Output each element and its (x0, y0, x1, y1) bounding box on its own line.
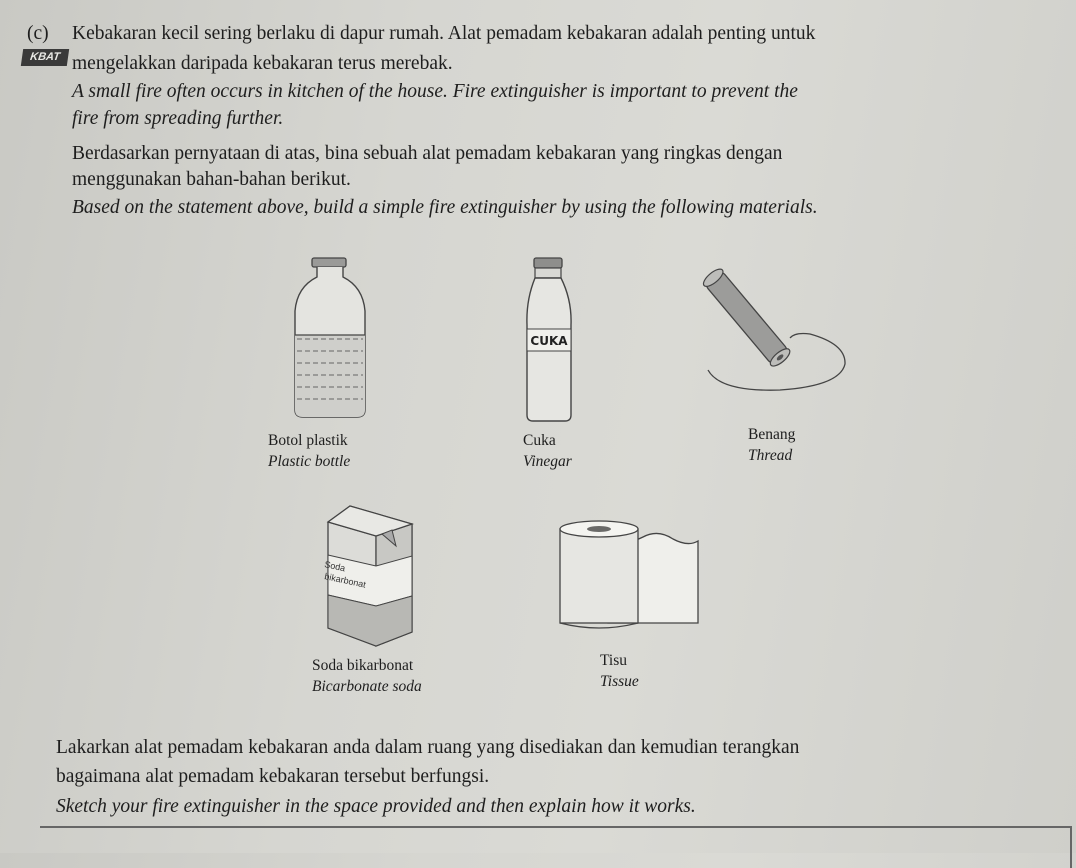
soda-caption-english: Bicarbonate soda (312, 678, 422, 695)
vinegar-caption-malay: Cuka (523, 432, 556, 449)
instruction-malay-line-1: Berdasarkan pernyataan di atas, bina sebuah alat pemadam kebakaran yang ringkas dengan (72, 143, 783, 164)
thread-caption-malay: Benang (748, 426, 796, 443)
plastic-bottle-illustration (285, 255, 385, 425)
question-malay-line-2: mengelakkan daripada kebakaran terus merebak. (72, 53, 453, 74)
tissue-roll-illustration (548, 515, 708, 630)
bottle-caption-malay: Botol plastik (268, 432, 348, 449)
part-label: (c) (27, 23, 49, 44)
task-malay-line-2: bagaimana alat pemadam kebakaran tersebut berfungsi. (56, 766, 490, 787)
vinegar-caption-english: Vinegar (523, 453, 572, 470)
question-english-line-1: A small fire often occurs in kitchen of the house. Fire extinguisher is important to prevent the (72, 81, 798, 102)
kbat-badge: KBAT (21, 49, 69, 66)
vinegar-bottle-illustration (520, 255, 590, 425)
instruction-malay-line-2: menggunakan bahan-bahan berikut. (72, 169, 351, 190)
question-english-line-2: fire from spreading further. (72, 108, 284, 129)
sketch-answer-space[interactable] (40, 826, 1072, 868)
vinegar-bottle-label: CUKA (530, 334, 568, 348)
tissue-caption-english: Tissue (600, 673, 639, 690)
soda-box-label-1: Soda (323, 559, 347, 574)
instruction-english: Based on the statement above, build a simple fire extinguisher by using the following materials. (72, 197, 818, 218)
question-malay-line-1: Kebakaran kecil sering berlaku di dapur rumah. Alat pemadam kebakaran adalah penting untuk (72, 23, 816, 44)
task-english: Sketch your fire extinguisher in the space provided and then explain how it works. (56, 796, 696, 817)
soda-box-label-2: bikarbonat (323, 571, 367, 590)
tissue-caption-malay: Tisu (600, 652, 628, 669)
soda-caption-malay: Soda bikarbonat (312, 657, 414, 674)
thread-spool-illustration (700, 272, 850, 402)
soda-box-illustration (320, 500, 420, 650)
task-malay-line-1: Lakarkan alat pemadam kebakaran anda dalam ruang yang disediakan dan kemudian terangkan (56, 737, 800, 758)
bottle-caption-english: Plastic bottle (268, 453, 351, 470)
thread-caption-english: Thread (748, 447, 793, 464)
